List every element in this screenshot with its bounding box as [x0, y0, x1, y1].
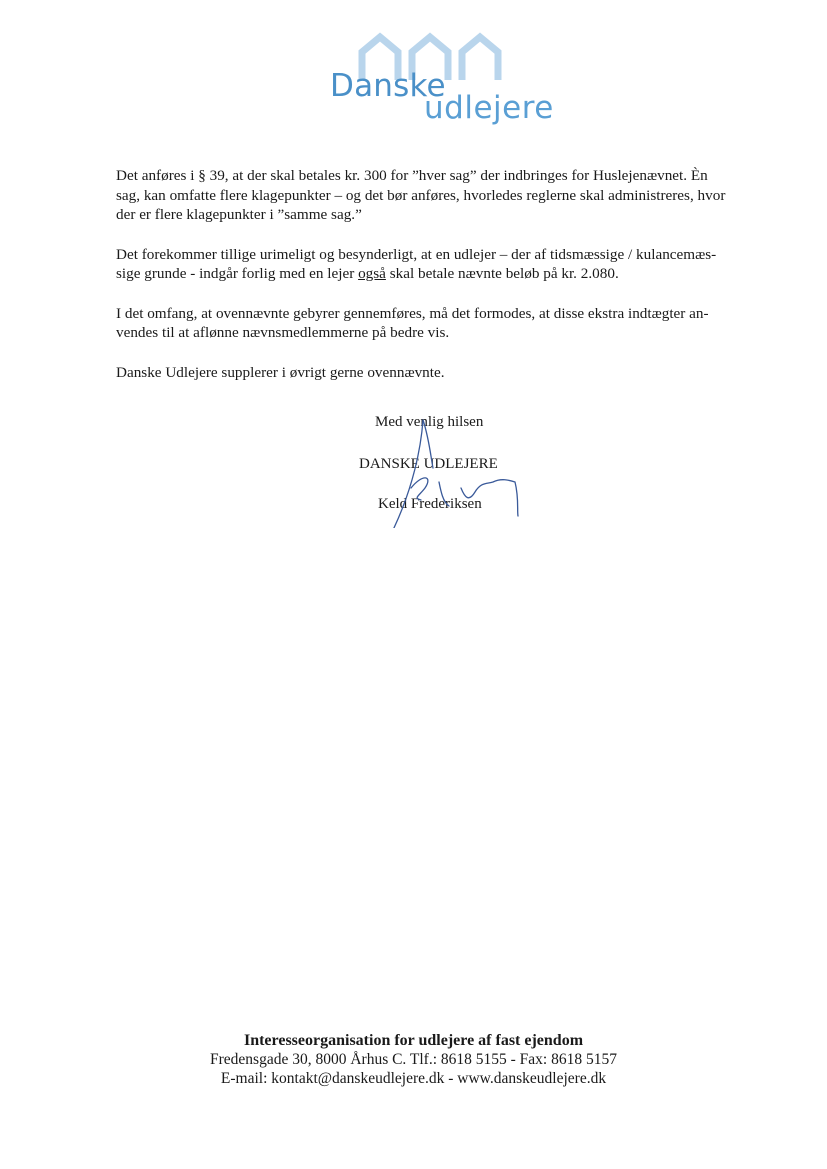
footer-contact: E-mail: kontakt@danskeudlejere.dk - www.danskeudlejere.dk [220, 1070, 607, 1087]
handwritten-signature [383, 418, 533, 528]
paragraph-fee-per-case: Det anføres i § 39, at der skal betales kr. 300 for ”hver sag” der indbringes for Huslejenævnet. Èn sag, kan omfatte flere klagepunkter – og det bør anføres, hvorledes reglerne skal administreres, hvor der er flere klagepunkter i ”samme sag.” [116, 167, 726, 223]
logo-word-udlejere: udlejere [424, 90, 554, 126]
logo-word-danske: Danske [330, 68, 446, 104]
danske-udlejere-logo [330, 30, 560, 130]
closing-signatory-name: Keld Frederiksen [378, 496, 482, 512]
closing-greeting: Med venlig hilsen [375, 414, 484, 430]
paragraph-settlement-start: Det forekommer tillige urimeligt og besynderligt, at en udlejer – der af tidsmæssige / kulancemæs- sige grunde - indgår forlig med en lejer [116, 245, 717, 282]
letter-footer [0, 1031, 827, 1088]
underlined-word: også [358, 265, 386, 282]
footer-address: Fredensgade 30, 8000 Århus C. Tlf.: 8618 5155 - Fax: 8618 5157 [210, 1051, 617, 1068]
letter-body [116, 166, 756, 402]
paragraph-settlement-end: skal betale nævnte beløb på kr. 2.080. [385, 265, 619, 282]
paragraph-settlement [116, 245, 756, 284]
closing-organization: DANSKE UDLEJERE [359, 456, 498, 472]
paragraph-supplement: Danske Udlejere supplerer i øvrigt gerne ovennævnte. [116, 363, 445, 381]
footer-organization: Interesseorganisation for udlejere af fast ejendom [243, 1032, 584, 1049]
paragraph-extra-income: I det omfang, at ovennævnte gebyrer gennemføres, må det formodes, at disse ekstra indtægter an- vendes til at aflønne nævnsmedlemmerne på bedre vis. [116, 304, 709, 341]
